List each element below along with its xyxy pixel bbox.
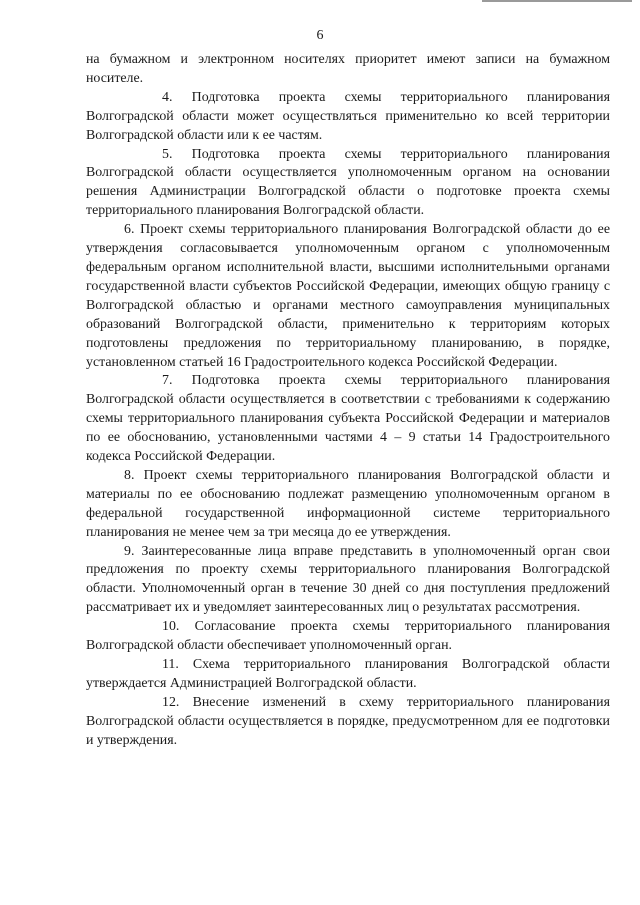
paragraph-7 [86,372,610,467]
paragraph-9 [86,543,610,619]
paragraph-number: 5. [162,146,173,162]
paragraph-number: 6. [124,222,135,238]
paragraph-8 [86,467,610,543]
paragraph-text: Проект схемы территориального планирования Волгоградской области и материалы по ее обоснованию подлежат размещению уполномоченным органом в федеральной государственной информационной системе территориального планирования не менее чем за три месяца до ее утверждения. [86,467,610,540]
paragraph-number: 12. [162,694,180,710]
top-edge-rule [482,0,632,2]
paragraph-text: Подготовка проекта схемы территориального планирования Волгоградской области осуществляется уполномоченным органом на основании решения Администрации Волгоградской области о подготовке проекта схемы территориального планирования Волгоградской области. [86,146,610,219]
paragraph-text: Схема территориального планирования Волгоградской области утверждается Администрацией Волгоградской области. [86,657,610,691]
paragraph-text: Внесение изменений в схему территориального планирования Волгоградской области осуществляется в порядке, предусмотренном для ее подготовки и утверждения. [86,694,610,748]
paragraph-text: Подготовка проекта схемы территориального планирования Волгоградской области может осуществляться применительно ко всей территории Волгоградской области или к ее частям. [86,89,610,143]
paragraph-text: Согласование проекта схемы территориального планирования Волгоградской области обеспечивает уполномоченный орган. [86,619,610,654]
paragraph-4 [86,89,610,146]
paragraph-text: на бумажном и электронном носителях приоритет имеют записи на бумажном носителе. [86,52,610,86]
paragraph-10 [86,618,610,656]
paragraph-text: Проект схемы территориального планирования Волгоградской области до ее утверждения согласовывается уполномоченным органом с уполномоченным федеральным органом исполнительной власти, высшими исполнительными органами государственной власти субъектов Российской Федерации, имеющих общую границу с Волгоградской областью и органами местного самоуправления муниципальных образований Волгоградской области, применительно к территориям которых подготовлены предложения по территориальному планированию, в порядке, установленном статьей 16 Градостроительного кодекса Российской Федерации. [86,222,610,370]
paragraph-11 [86,656,610,694]
paragraph-6 [86,221,610,372]
paragraph-continuation [86,51,610,89]
paragraph-5 [86,146,610,222]
paragraph-text: Заинтересованные лица вправе представить в уполномоченный орган свои предложения по проекту схемы территориального планирования Волгоградской области. Уполномоченный орган в течение 30 дней со дня поступления предложений рассматривает их и уведомляет заинтересованных лиц о результатах рассмотрения. [86,543,610,616]
page-number: 6 [316,28,324,43]
paragraph-number: 7. [162,373,173,389]
document-body [86,51,610,751]
paragraph-number: 4. [162,89,173,105]
paragraph-text: Подготовка проекта схемы территориального планирования Волгоградской области осуществляется в соответствии с требованиями к содержанию схемы территориального планирования субъекта Российской Федерации и материалов по ее обоснованию, установленными частями 4 – 9 статьи 14 Градостроительного кодекса Российской Федерации. [86,373,610,465]
paragraph-number: 11. [162,657,179,672]
paragraph-number: 10. [162,619,180,635]
paragraph-number: 9. [124,543,135,559]
paragraph-number: 8. [124,467,135,483]
paragraph-12 [86,694,610,751]
